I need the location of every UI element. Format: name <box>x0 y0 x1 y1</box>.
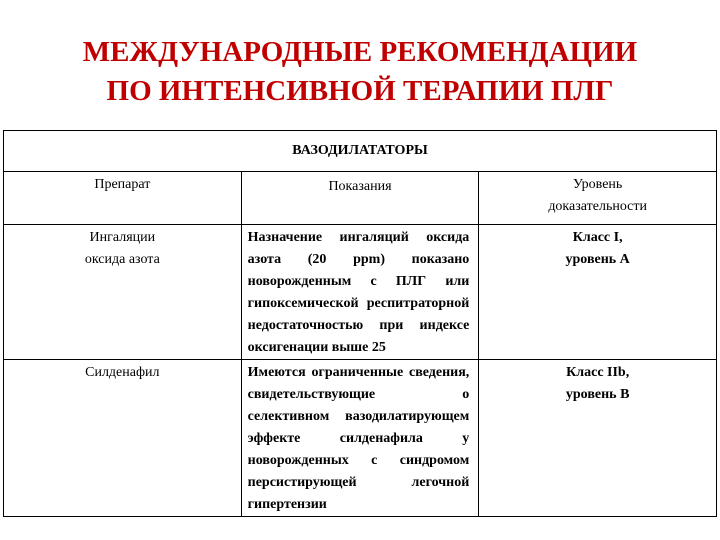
table-row <box>4 225 717 360</box>
drug-line-2: оксида азота <box>84 252 160 267</box>
evidence-line-1: Класс IIb, <box>566 365 630 380</box>
evidence-cell <box>479 360 717 517</box>
drug-cell <box>4 360 242 517</box>
table-row <box>4 360 717 517</box>
drug-line-1: Ингаляции <box>89 230 156 245</box>
drug-cell <box>4 225 242 360</box>
evidence-line-1: Класс I, <box>572 230 623 245</box>
header-evidence <box>479 172 717 225</box>
drug-line-1: Силденафил <box>85 365 160 380</box>
header-evidence-line-2: доказательности <box>548 199 647 214</box>
page-title <box>0 33 720 111</box>
indication-cell: Имеются ограниченные сведения, свидетельствующие о селективном вазодилатирующем эффекте силденафила у новорожденных с синдромом персистирующей легочной гипертензии <box>241 360 479 517</box>
evidence-cell <box>479 225 717 360</box>
vasodilators-table <box>3 130 717 517</box>
table-caption: ВАЗОДИЛАТАТОРЫ <box>4 131 717 172</box>
header-drug: Препарат <box>4 172 242 225</box>
evidence-line-2: уровень А <box>565 252 630 267</box>
table-header-row <box>4 172 717 225</box>
indication-cell: Назначение ингаляций оксида азота (20 ppm) показано новорожденным с ПЛГ или гипоксемической респитраторной недостаточностью при индексе оксигенации выше 25 <box>241 225 479 360</box>
evidence-line-2: уровень В <box>565 387 630 402</box>
header-indications: Показания <box>241 172 479 225</box>
header-evidence-line-1: Уровень <box>573 177 623 192</box>
title-line-1: МЕЖДУНАРОДНЫЕ РЕКОМЕНДАЦИИ <box>82 36 638 68</box>
title-line-2: ПО ИНТЕНСИВНОЙ ТЕРАПИИ ПЛГ <box>106 75 614 107</box>
